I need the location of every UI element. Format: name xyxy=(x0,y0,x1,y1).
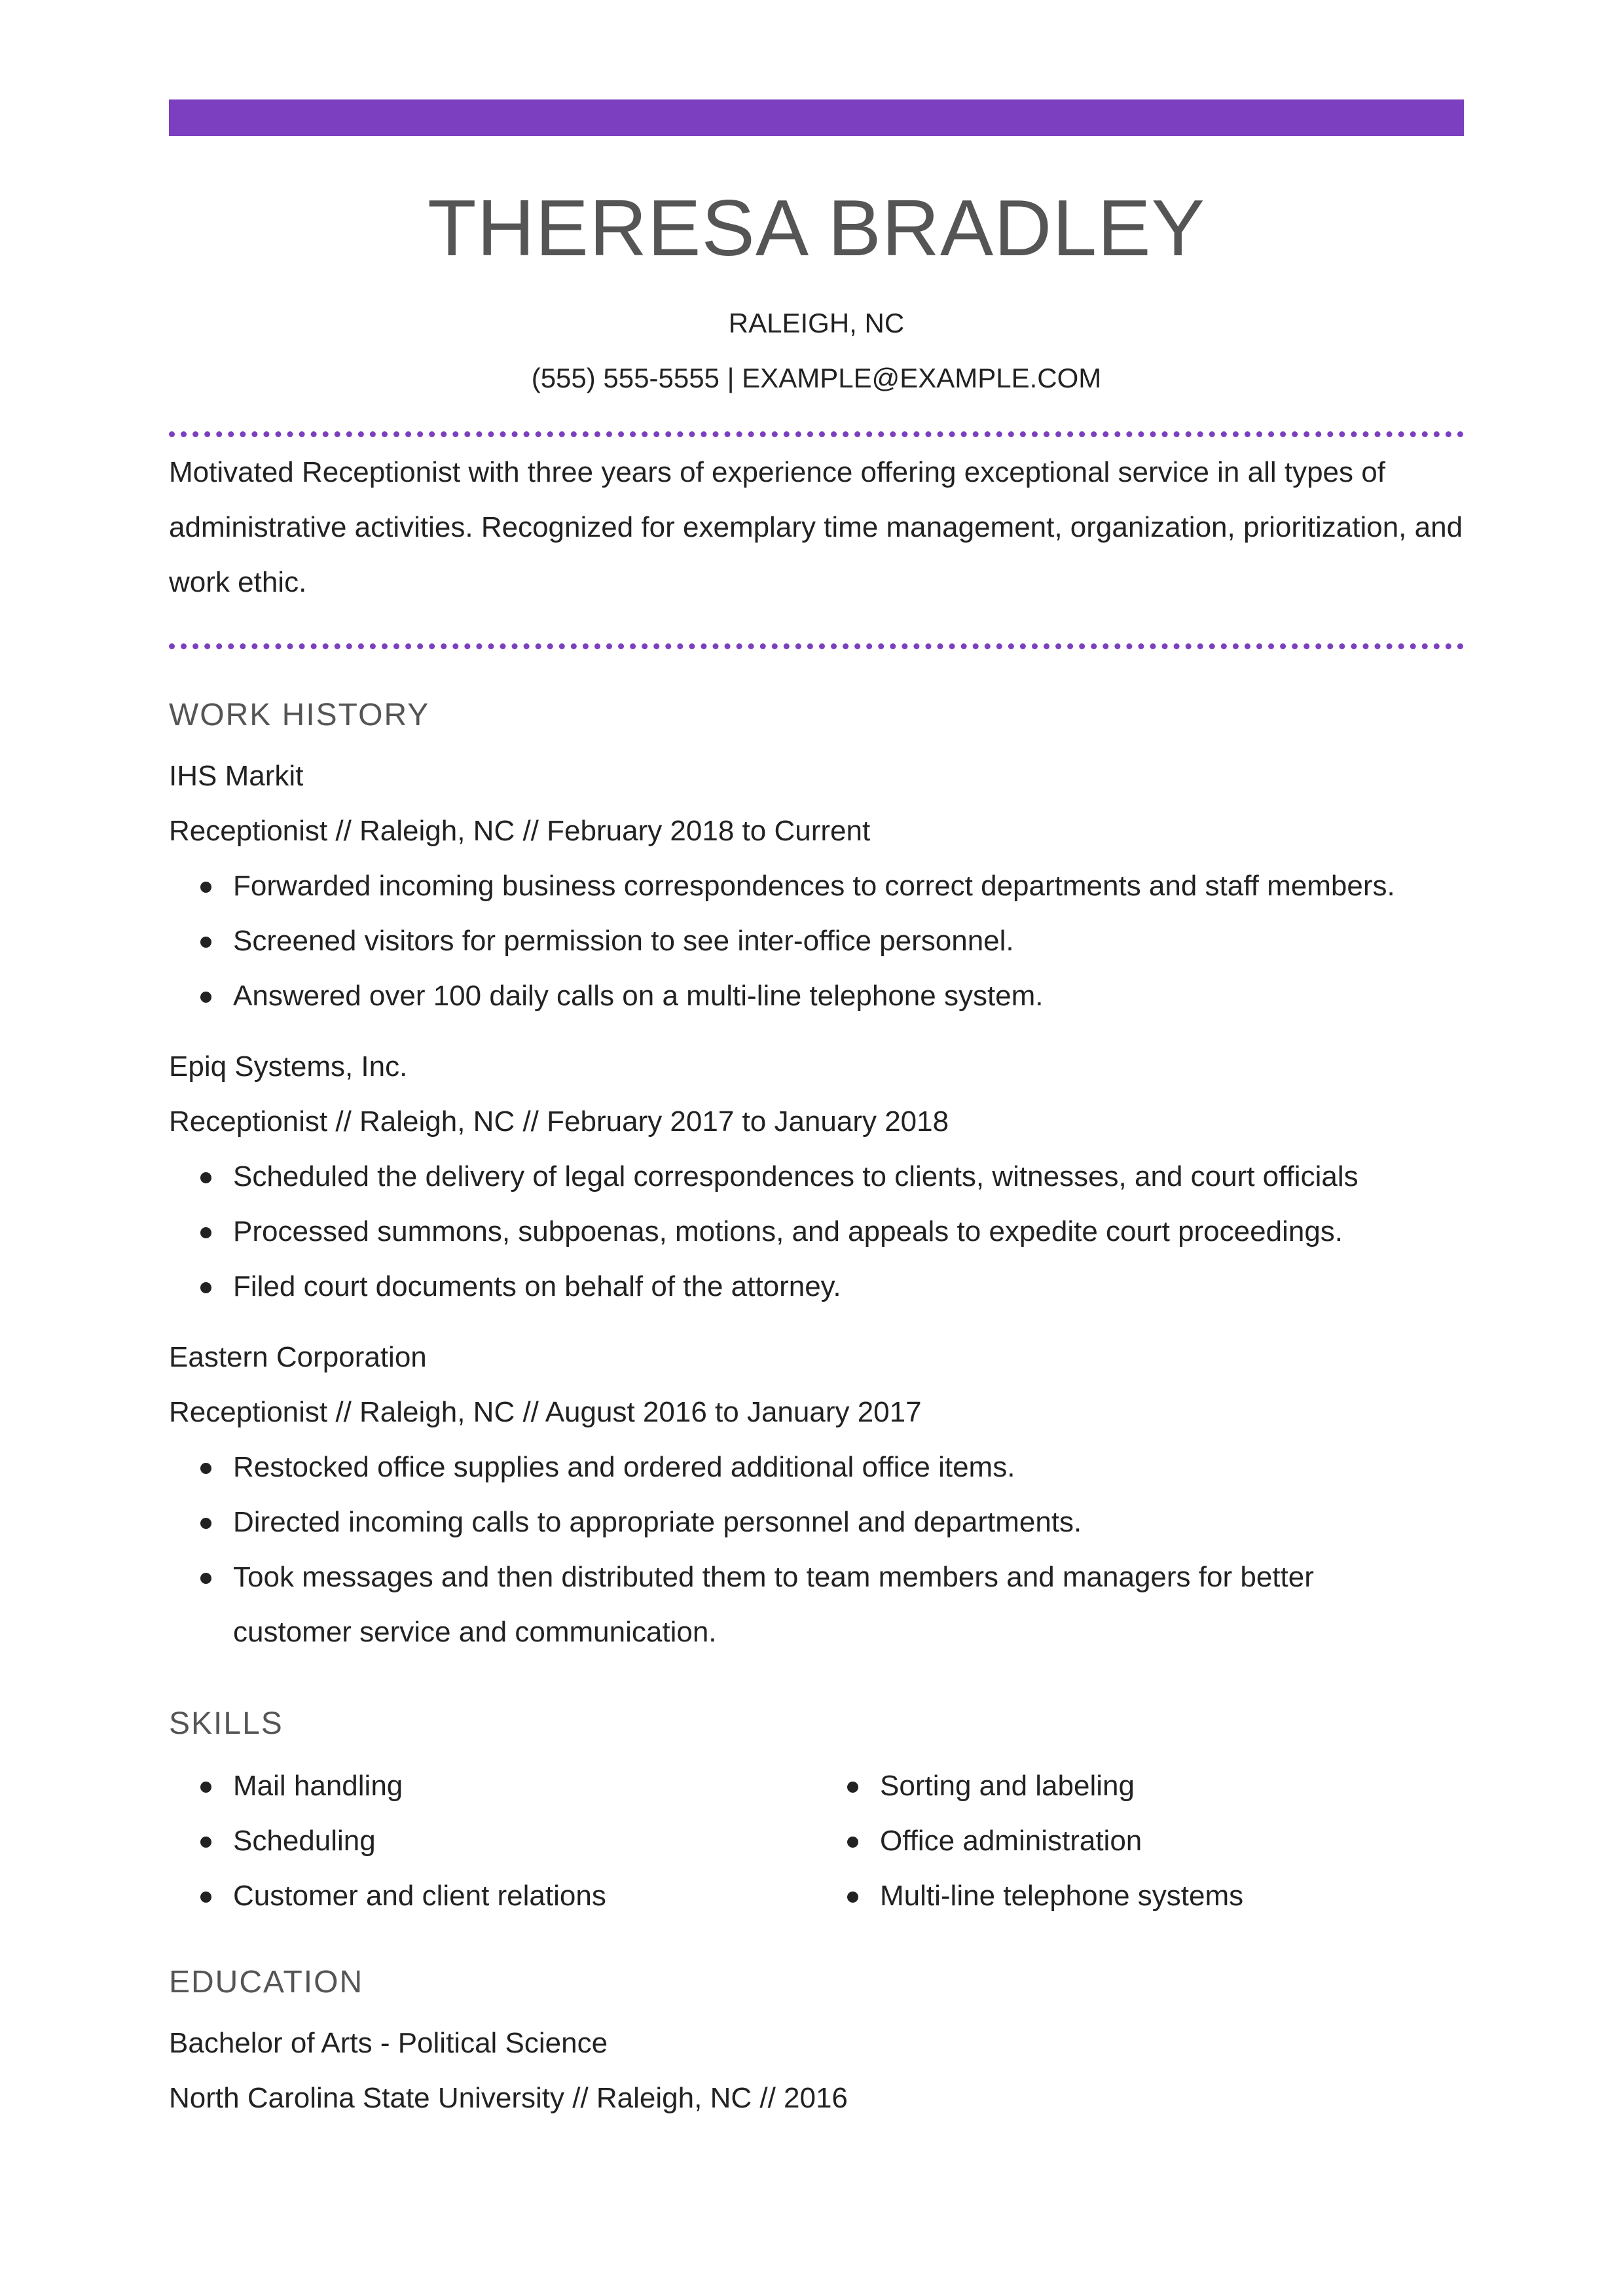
job-details: Receptionist // Raleigh, NC // February 2017 to January 2018 xyxy=(169,1105,949,1138)
job-company: Epiq Systems, Inc. xyxy=(169,1050,408,1083)
bullet-text: Answered over 100 daily calls on a multi-line telephone system. xyxy=(233,980,1044,1012)
bullet-text: Filed court documents on behalf of the attorney. xyxy=(233,1270,841,1302)
bullet-text: Restocked office supplies and ordered additional office items. xyxy=(233,1451,1015,1483)
accent-top-bar xyxy=(169,99,1464,136)
bullet-text: Processed summons, subpoenas, motions, and appeals to expedite court proceedings. xyxy=(233,1215,1343,1247)
section-title-education: EDUCATION xyxy=(169,1965,364,2000)
contact-info: (555) 555-5555 | EXAMPLE@EXAMPLE.COM xyxy=(531,363,1102,393)
bullet-dot-icon xyxy=(200,1892,211,1903)
skill-text: Multi-line telephone systems xyxy=(880,1880,1244,1912)
bullet-dot-icon xyxy=(200,1282,211,1293)
bullet-dot-icon xyxy=(200,1837,211,1848)
bullet-dot-icon xyxy=(200,1172,211,1183)
bullet-text: Took messages and then distributed them to team members and managers for better customer service and communication. xyxy=(233,1561,1314,1648)
bullet-text: Forwarded incoming business correspondences to correct departments and staff members. xyxy=(233,870,1395,902)
bullet-dot-icon xyxy=(200,992,211,1003)
summary-text: Motivated Receptionist with three years of experience offering exceptional service in all types of administrative activities. Recognized for exemplary time management, organization, prioritization, and work ethic. xyxy=(169,456,1463,598)
bullet-dot-icon xyxy=(847,1782,858,1793)
skill-text: Office administration xyxy=(880,1825,1142,1857)
education-details: North Carolina State University // Raleigh, NC // 2016 xyxy=(169,2082,848,2114)
skill-text: Customer and client relations xyxy=(233,1880,606,1912)
bullet-dot-icon xyxy=(847,1892,858,1903)
candidate-name: THERESA BRADLEY xyxy=(428,183,1205,272)
bullet-text: Directed incoming calls to appropriate personnel and departments. xyxy=(233,1506,1082,1538)
bullet-dot-icon xyxy=(200,937,211,948)
bullet-dot-icon xyxy=(847,1837,858,1848)
job-company: Eastern Corporation xyxy=(169,1341,427,1373)
bullet-dot-icon xyxy=(200,882,211,893)
location: RALEIGH, NC xyxy=(728,308,905,338)
education-degree: Bachelor of Arts - Political Science xyxy=(169,2027,608,2059)
skill-text: Mail handling xyxy=(233,1770,403,1802)
bullet-text: Scheduled the delivery of legal correspondences to clients, witnesses, and court officials xyxy=(233,1160,1359,1193)
bullet-text: Screened visitors for permission to see inter-office personnel. xyxy=(233,925,1014,957)
section-title-work-history: WORK HISTORY xyxy=(169,698,430,732)
bullet-dot-icon xyxy=(200,1463,211,1474)
bullet-dot-icon xyxy=(200,1573,211,1584)
bullet-dot-icon xyxy=(200,1227,211,1238)
skill-text: Scheduling xyxy=(233,1825,376,1857)
job-company: IHS Markit xyxy=(169,760,304,792)
skill-text: Sorting and labeling xyxy=(880,1770,1135,1802)
bullet-dot-icon xyxy=(200,1782,211,1793)
job-details: Receptionist // Raleigh, NC // February 2018 to Current xyxy=(169,815,871,847)
bullet-dot-icon xyxy=(200,1518,211,1529)
divider-bottom xyxy=(169,643,1464,649)
job-details: Receptionist // Raleigh, NC // August 2016 to January 2017 xyxy=(169,1396,922,1428)
divider-top xyxy=(169,431,1464,437)
section-title-skills: SKILLS xyxy=(169,1706,283,1741)
